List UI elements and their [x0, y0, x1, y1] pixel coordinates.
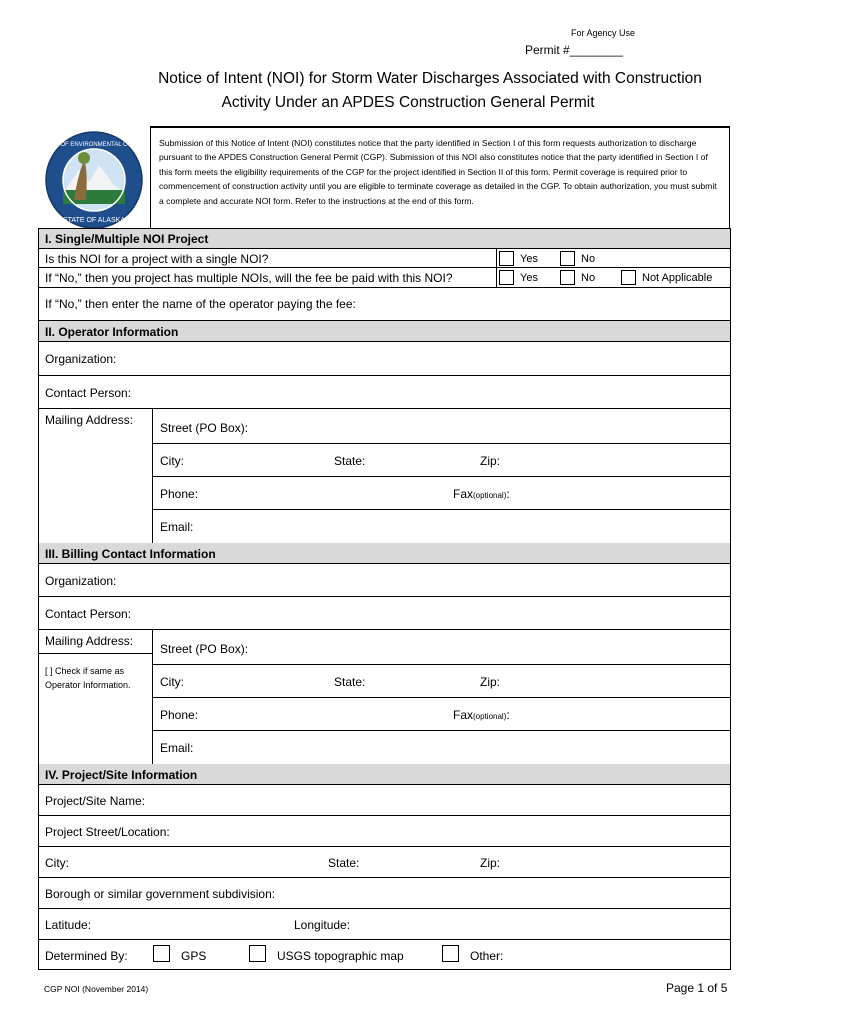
billing-organization-field[interactable] — [39, 564, 730, 597]
billing-email-label[interactable]: Email: — [160, 741, 194, 755]
noi-form — [38, 228, 731, 970]
operator-street-label[interactable]: Street (PO Box): — [160, 421, 249, 435]
section-2-title: II. Operator Information — [45, 325, 179, 339]
fee-yes-label: Yes — [520, 272, 538, 284]
site-name-field[interactable] — [39, 785, 730, 816]
fee-no-checkbox[interactable] — [560, 270, 575, 285]
billing-zip-label[interactable]: Zip: — [480, 675, 501, 689]
site-street-label: Project Street/Location: — [45, 825, 170, 839]
lat-long-row[interactable] — [39, 909, 730, 940]
site-city-row[interactable] — [39, 847, 730, 878]
section-4-title: IV. Project/Site Information — [45, 768, 198, 782]
fee-na-label: Not Applicable — [642, 272, 713, 284]
page-title-line1: Notice of Intent (NOI) for Storm Water Discharges Associated with Construction — [158, 70, 702, 87]
section-1-q3-row[interactable] — [39, 288, 730, 321]
single-noi-no-checkbox[interactable] — [560, 251, 575, 266]
single-noi-yes-label: Yes — [520, 253, 538, 265]
section-1-q2-row — [39, 268, 730, 288]
other-label[interactable]: Other: — [470, 949, 504, 963]
operator-organization-field[interactable] — [39, 342, 730, 376]
section-1-header — [39, 229, 730, 249]
usgs-label: USGS topographic map — [277, 949, 404, 963]
page-title-line2: Activity Under an APDES Construction General Permit — [221, 94, 595, 111]
longitude-label: Longitude: — [294, 918, 351, 932]
svg-text:STATE OF ALASKA: STATE OF ALASKA — [63, 217, 125, 224]
site-state-label: State: — [328, 856, 360, 870]
single-noi-question: Is this NOI for a project with a single NOI? — [45, 252, 269, 266]
single-noi-yes-checkbox[interactable] — [499, 251, 514, 266]
billing-phone-label[interactable]: Phone: — [160, 708, 199, 722]
fee-question: If “No,” then you project has multiple NOIs, will the fee be paid with this NOI? — [45, 271, 453, 285]
single-noi-no-label: No — [581, 253, 596, 265]
site-street-field[interactable] — [39, 816, 730, 847]
section-1-q1-row — [39, 249, 730, 268]
gps-label: GPS — [181, 949, 207, 963]
operator-city-label[interactable]: City: — [160, 454, 184, 468]
site-name-label: Project/Site Name: — [45, 794, 146, 808]
billing-contact-label: Contact Person: — [45, 607, 132, 621]
fee-no-label: No — [581, 272, 596, 284]
svg-text:DEPARTMENT OF ENVIRONMENTAL CO: DEPARTMENT OF ENVIRONMENTAL CONSERVATION — [17, 142, 171, 148]
form-id: CGP NOI (November 2014) — [44, 984, 149, 994]
same-as-operator-checkbox[interactable]: [ ] Check if same as Operator Information. — [45, 666, 131, 690]
operator-zip-label[interactable]: Zip: — [480, 454, 501, 468]
section-3-title: III. Billing Contact Information — [45, 547, 216, 561]
section-3-header — [39, 543, 730, 564]
operator-contact-label: Contact Person: — [45, 386, 132, 400]
state-seal-icon — [17, 130, 171, 230]
billing-street-label[interactable]: Street (PO Box): — [160, 642, 249, 656]
operator-organization-label: Organization: — [45, 352, 117, 366]
determined-by-label: Determined By: — [45, 949, 128, 963]
borough-label: Borough or similar government subdivision: — [45, 887, 276, 901]
billing-state-label[interactable]: State: — [334, 675, 366, 689]
billing-organization-label: Organization: — [45, 574, 117, 588]
billing-mailing-label: Mailing Address: — [45, 634, 134, 648]
other-checkbox[interactable] — [442, 945, 459, 962]
operator-state-label[interactable]: State: — [334, 454, 366, 468]
site-city-label: City: — [45, 856, 69, 870]
usgs-checkbox[interactable] — [249, 945, 266, 962]
gps-checkbox[interactable] — [153, 945, 170, 962]
intro-paragraph: Submission of this Notice of Intent (NOI) constitutes notice that the party identified in Section I of this form requests authorization to discharge pursuant to the APDES Construction General Permit (CGP). Submission of this NOI also constitutes notice that the party identified in Section I of this form meets the eligibility requirements of the CGP for the project identified in Section II of this form. Permit coverage is required prior to commencement of construction activity until you are eligible to terminate coverage as detailed in the CGP. To obtain authorization, you must submit a complete and accurate NOI form. Refer to the instructions at the end of this form. — [150, 126, 730, 228]
operator-phone-label[interactable]: Phone: — [160, 487, 199, 501]
borough-field[interactable] — [39, 878, 730, 909]
fee-yes-checkbox[interactable] — [499, 270, 514, 285]
fee-na-checkbox[interactable] — [621, 270, 636, 285]
billing-fax-label[interactable]: Fax(optional): — [453, 708, 510, 722]
section-2-header — [39, 321, 730, 342]
operator-email-label[interactable]: Email: — [160, 520, 194, 534]
operator-paying-fee-field: If “No,” then enter the name of the operator paying the fee: — [45, 297, 356, 311]
billing-contact-field[interactable] — [39, 597, 730, 630]
determined-by-row — [39, 940, 730, 969]
operator-mailing-label: Mailing Address: — [45, 413, 134, 427]
agency-use-label: For Agency Use — [571, 28, 636, 38]
site-zip-label: Zip: — [480, 856, 501, 870]
operator-contact-field[interactable] — [39, 376, 730, 409]
page-number: Page 1 of 5 — [666, 981, 728, 995]
section-1-title: I. Single/Multiple NOI Project — [45, 232, 209, 246]
operator-fax-label[interactable]: Fax(optional): — [453, 487, 510, 501]
latitude-label: Latitude: — [45, 918, 92, 932]
permit-number-field[interactable]: Permit #________ — [525, 43, 624, 57]
section-4-header — [39, 764, 730, 785]
billing-city-label[interactable]: City: — [160, 675, 184, 689]
